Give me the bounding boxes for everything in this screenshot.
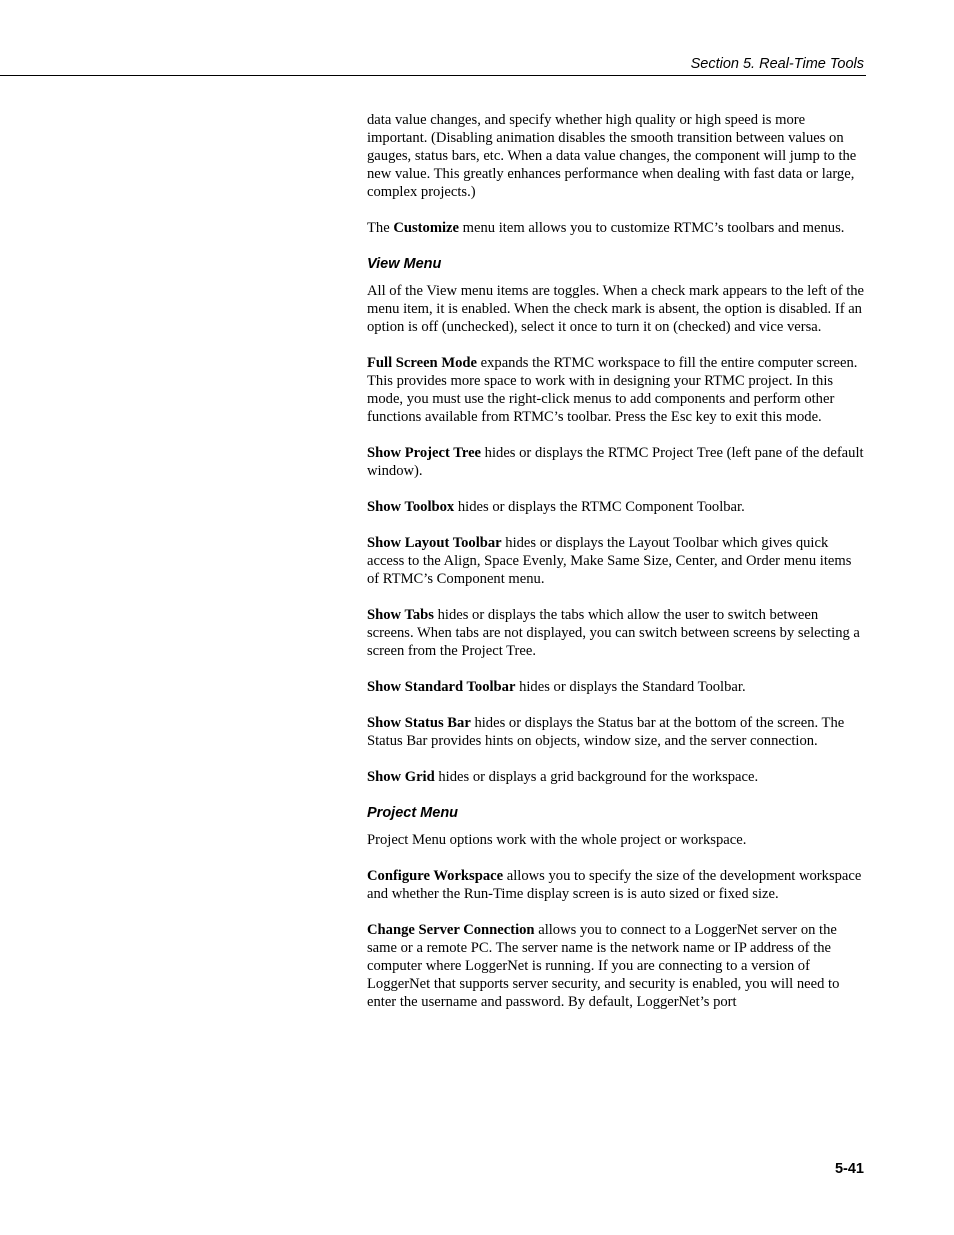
- change-server-connection-paragraph: Change Server Connection allows you to connect to a LoggerNet server on the same or a remote PC. The server name is the network name or IP address of the computer where LoggerNet is running. If you are connecting to a version of LoggerNet that supports server security, and security is enabled, you will need to enter the username and password. By default, LoggerNet’s port: [367, 922, 840, 1010]
- show-status-bar-paragraph: Show Status Bar hides or displays the Status bar at the bottom of the screen. The Status Bar provides hints on objects, window size, and the server connection.: [367, 715, 845, 749]
- intro-paragraph-1: data value changes, and specify whether high quality or high speed is more important. (Disabling animation disables the smooth transition between values on gauges, status bars, etc. When a data value changes, the component will jump to the new value. This greatly enhances performance when dealing with fast data or large, complex projects.): [367, 112, 857, 200]
- section-title: Section 5. Real-Time Tools: [690, 56, 864, 72]
- page-number: 5-41: [834, 1161, 864, 1177]
- customize-paragraph: The Customize menu item allows you to customize RTMC’s toolbars and menus.: [367, 220, 845, 236]
- show-project-tree-paragraph: Show Project Tree hides or displays the RTMC Project Tree (left pane of the default window).: [367, 445, 864, 479]
- view-menu-heading: View Menu: [367, 256, 442, 272]
- customize-term: Customize: [393, 220, 460, 236]
- show-tabs-paragraph: Show Tabs hides or displays the tabs which allow the user to switch between screens. When tabs are not displayed, you can switch between screens by selecting a screen from the Project Tree.: [367, 607, 860, 659]
- page-header: [0, 54, 954, 76]
- show-toolbox-paragraph: Show Toolbox hides or displays the RTMC Component Toolbar.: [367, 499, 745, 515]
- show-standard-toolbar-paragraph: Show Standard Toolbar hides or displays the Standard Toolbar.: [367, 679, 746, 695]
- full-screen-mode-paragraph: Full Screen Mode expands the RTMC workspace to fill the entire computer screen. This provides more space to work with in designing your RTMC project. In this mode, you must use the right-click menus to add components and perform other functions available from RTMC’s toolbar. Press the Esc key to exit this mode.: [367, 355, 858, 425]
- show-layout-toolbar-paragraph: Show Layout Toolbar hides or displays the Layout Toolbar which gives quick access to the Align, Space Evenly, Make Same Size, Center, and Order menu items of RTMC’s Component menu.: [367, 535, 852, 587]
- header-rule: [0, 75, 866, 76]
- project-menu-heading: Project Menu: [367, 805, 459, 821]
- show-grid-paragraph: Show Grid hides or displays a grid background for the workspace.: [367, 769, 759, 785]
- project-menu-intro: Project Menu options work with the whole project or workspace.: [367, 832, 747, 848]
- main-content: [367, 111, 867, 1029]
- view-menu-intro: All of the View menu items are toggles. When a check mark appears to the left of the menu item, it is enabled. When the check mark is absent, the option is disabled. If an option is off (unchecked), select it once to turn it on (checked) and vice versa.: [367, 283, 865, 335]
- configure-workspace-paragraph: Configure Workspace allows you to specify the size of the development workspace and whether the Run-Time display screen is is auto sized or fixed size.: [367, 868, 862, 902]
